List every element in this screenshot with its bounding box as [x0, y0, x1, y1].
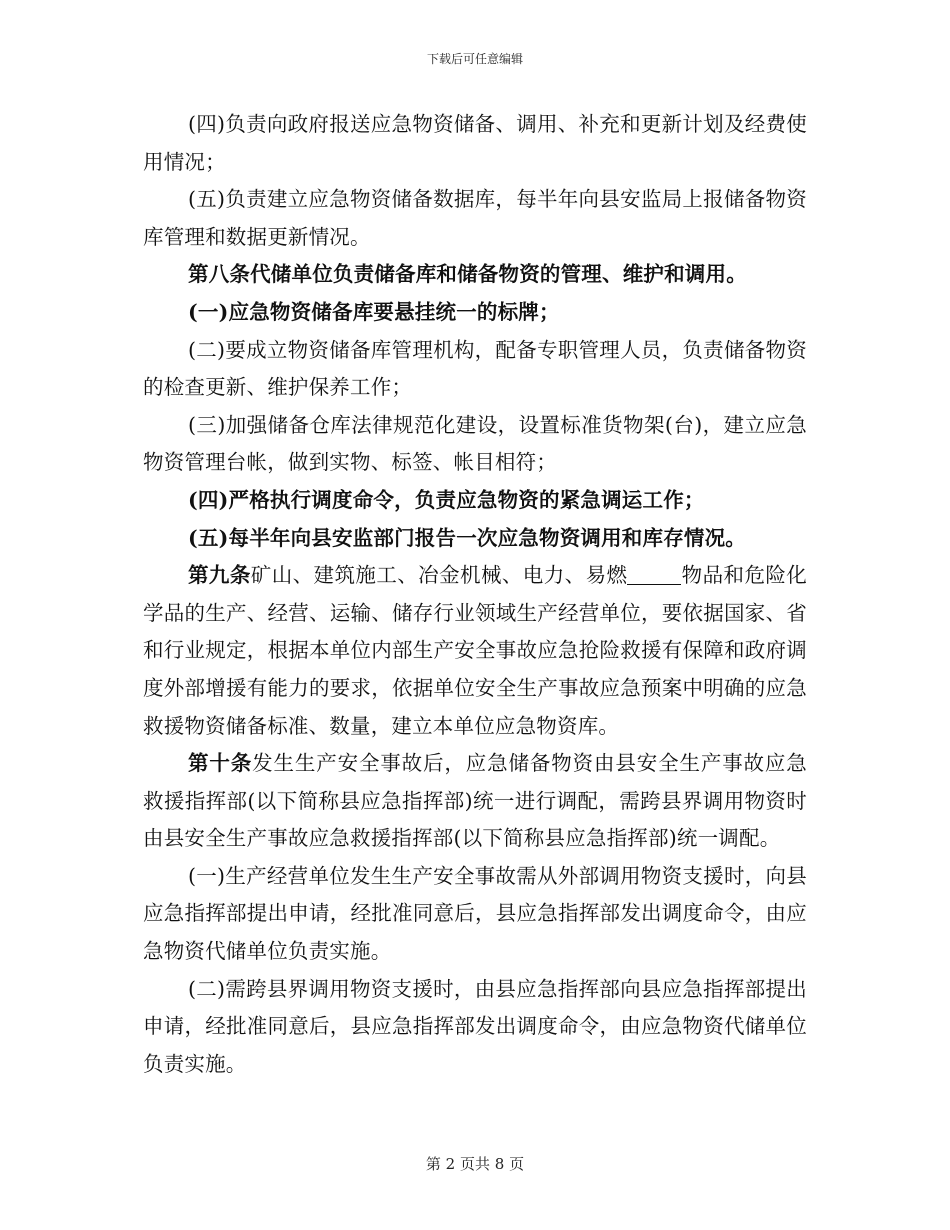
article-8-item-1: (一)应急物资储备库要悬挂统一的标牌；: [188, 299, 560, 324]
document-body: [143, 106, 807, 1083]
article-9-text-after-blank: 物品和危险化学品的生产、经营、运输、储存行业领域生产经营单位，要依据国家、省和行业规定，根据本单位内部生产安全事故应急抢险救援有保障和政府调度外部增援有能力的要求，依据单位安全生产事故应急预案中明确的应急救援物资储备标准、数量，建立本单位应急物资库。: [143, 563, 807, 738]
article-8-heading: 第八条代储单位负责储备库和储备物资的管理、维护和调用。: [188, 262, 747, 287]
article-8-item-2: (二)要成立物资储备库管理机构，配备专职管理人员，负责储备物资的检查更新、维护保养工作；: [143, 337, 807, 400]
article-10-text: 发生生产安全事故后，应急储备物资由县安全生产事故应急救援指挥部(以下简称县应急指挥部)统一进行调配，需跨县界调用物资时由县安全生产事故应急救援指挥部(以下简称县应急指挥部)统一调配。: [143, 751, 807, 851]
article-10-item-2: (二)需跨县界调用物资支援时，由县应急指挥部向县应急指挥部提出申请，经批准同意后，县应急指挥部发出调度命令，由应急物资代储单位负责实施。: [143, 976, 807, 1076]
paragraph-item-4: (四)负责向政府报送应急物资储备、调用、补充和更新计划及经费使用情况；: [143, 112, 807, 174]
article-9-lead: 第九条: [188, 563, 251, 588]
article-10-item-1: (一)生产经营单位发生生产安全事故需从外部调用物资支援时，向县应急指挥部提出申请，经批准同意后，县应急指挥部发出调度命令，由应急物资代储单位负责实施。: [143, 863, 807, 964]
paragraph-item-5: (五)负责建立应急物资储备数据库，每半年向县安监局上报储备物资库管理和数据更新情况。: [143, 187, 807, 249]
page-header: 下载后可任意编辑: [426, 52, 523, 66]
article-8-item-3: (三)加强储备仓库法律规范化建设，设置标准货物架(台)，建立应急物资管理台帐，做到实物、标签、帐目相符；: [143, 412, 807, 475]
fill-in-blank: [627, 564, 681, 586]
page-footer: 第 2 页共 8 页: [425, 1155, 525, 1173]
article-9-paragraph: [143, 557, 807, 745]
article-10-lead: 第十条: [188, 751, 253, 776]
article-8-item-5: (五)每半年向县安监部门报告一次应急物资调用和库存情况。: [188, 525, 746, 550]
article-10-paragraph: [143, 745, 807, 858]
article-8-item-4: (四)严格执行调度命令，负责应急物资的紧急调运工作；: [188, 487, 705, 512]
article-9-text-before-blank: 矿山、建筑施工、冶金机械、电力、易燃: [250, 563, 628, 588]
